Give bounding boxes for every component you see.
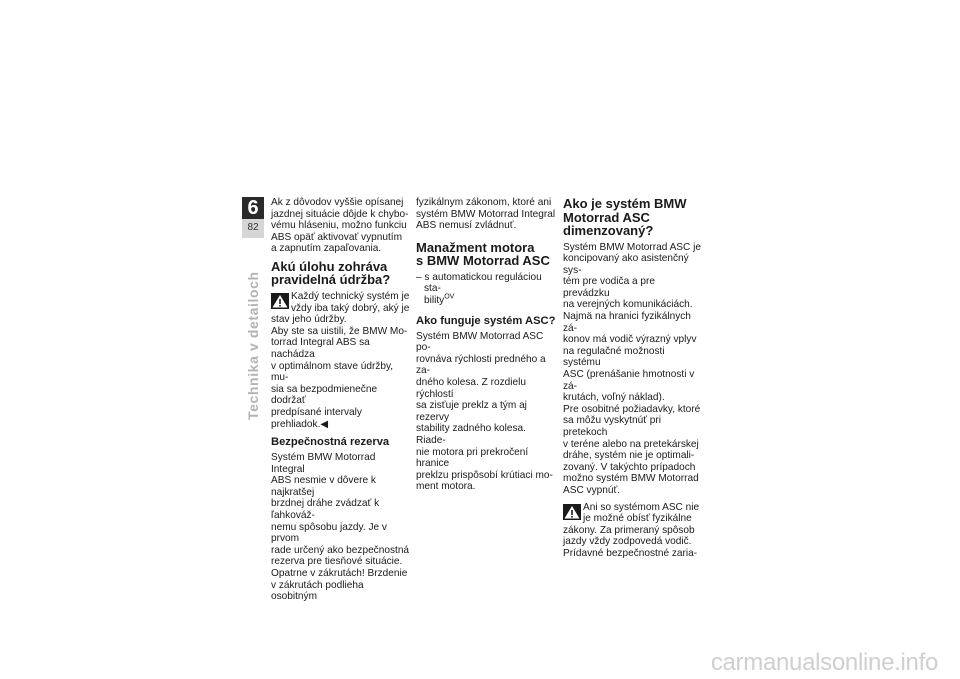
option-code: OV <box>444 293 455 301</box>
heading-asc-design: Ako je systém BMW Motorrad ASC dimenzovaný? <box>563 196 687 238</box>
chapter-number: 6 <box>242 197 264 219</box>
design-paragraph: Systém BMW Motorrad ASC je koncipovaný ako asistenčný sys- tém pre vodiča a pre prevádzku na verejných komunikáciách. Najmä na hranici fyzikálnych zá- konov má vodič výrazný vplyv na regulačné možnosti systému ASC (prenášanie hmotnosti v zá- krutách, voľný náklad). Pre osobitné požiadavky, ktoré sa môžu vyskytnúť pri pretekoch v teréne alebo na pretekárskej dráhe, systém nie je optimali- zovaný. V takýchto prípadoch možno systém BMW Motorrad ASC vypnúť. <box>563 241 701 496</box>
page-number: 82 <box>247 222 259 233</box>
maintenance-paragraph: Aby ste sa uistili, že BMW Mo- torrad Integral ABS sa nachádza v optimálnom stave údržby, mu- sia sa bezpodmienečne dodržať predpísané intervaly prehliadok.◀ <box>271 325 408 430</box>
warning-physics: Ani so systémom ASC nie je možné obísť fyzikálne zákony. Za primeraný spôsob jazdy vždy zodpovedá vodič. Prídavné bezpečnostné zaria- <box>563 501 700 559</box>
heading-asc-function: Ako funguje systém ASC? <box>416 314 556 327</box>
option-list-item: – s automatickou reguláciou sta- bility$^{OV}$ <box>416 271 542 306</box>
chapter-tab <box>242 198 264 238</box>
heading-safety-reserve: Bezpečnostná rezerva <box>271 436 390 449</box>
column-1 <box>271 197 411 603</box>
chapter-side-title: Technika v detailoch <box>245 271 261 420</box>
heading-engine-management: Manažment motora s BMW Motorrad ASC <box>416 239 550 269</box>
column-3 <box>563 197 703 560</box>
continued-paragraph: fyzikálnym zákonom, ktoré ani systém BMW Motorrad Integral ABS nemusí zvládnuť. <box>416 197 556 232</box>
column-2 <box>416 197 558 493</box>
intro-paragraph: Ak z dôvodov vyššie opísanej jazdnej situácie dôjde k chybo- vému hláseniu, možno funkciu ABS opäť aktivovať vypnutím a zapnutím zapaľovania. <box>271 197 409 255</box>
warning-maintenance: Každý technický systém je vždy iba taký dobrý, aký je stav jeho údržby. <box>271 290 410 326</box>
function-paragraph: Systém BMW Motorrad ASC po- rovnáva rýchlosti predného a za- dného kolesa. Z rozdielu rýchlostí sa zisťuje preklz a tým aj rezervy stability zadného kolesa. Riade- nie motora pri prekročení hranice preklzu prispôsobí krútiaci mo- ment motora. <box>416 330 553 493</box>
warning-icon <box>271 293 289 309</box>
heading-maintenance: Akú úlohu zohráva pravidelná údržba? <box>271 258 391 288</box>
safety-paragraph: Systém BMW Motorrad Integral ABS nesmie v dôvere k najkratšej brzdnej dráhe zvádzať k ľahkováž- nemu spôsobu jazdy. Je v prvom rade určený ako bezpečnostná rezerva pre tiesňové situácie. Opatrne v zákrutách! Brzdenie v zákrutách podlieha osobitným <box>271 452 410 603</box>
warning-icon <box>563 504 581 520</box>
watermark: carmanualsonline.info <box>710 649 938 676</box>
